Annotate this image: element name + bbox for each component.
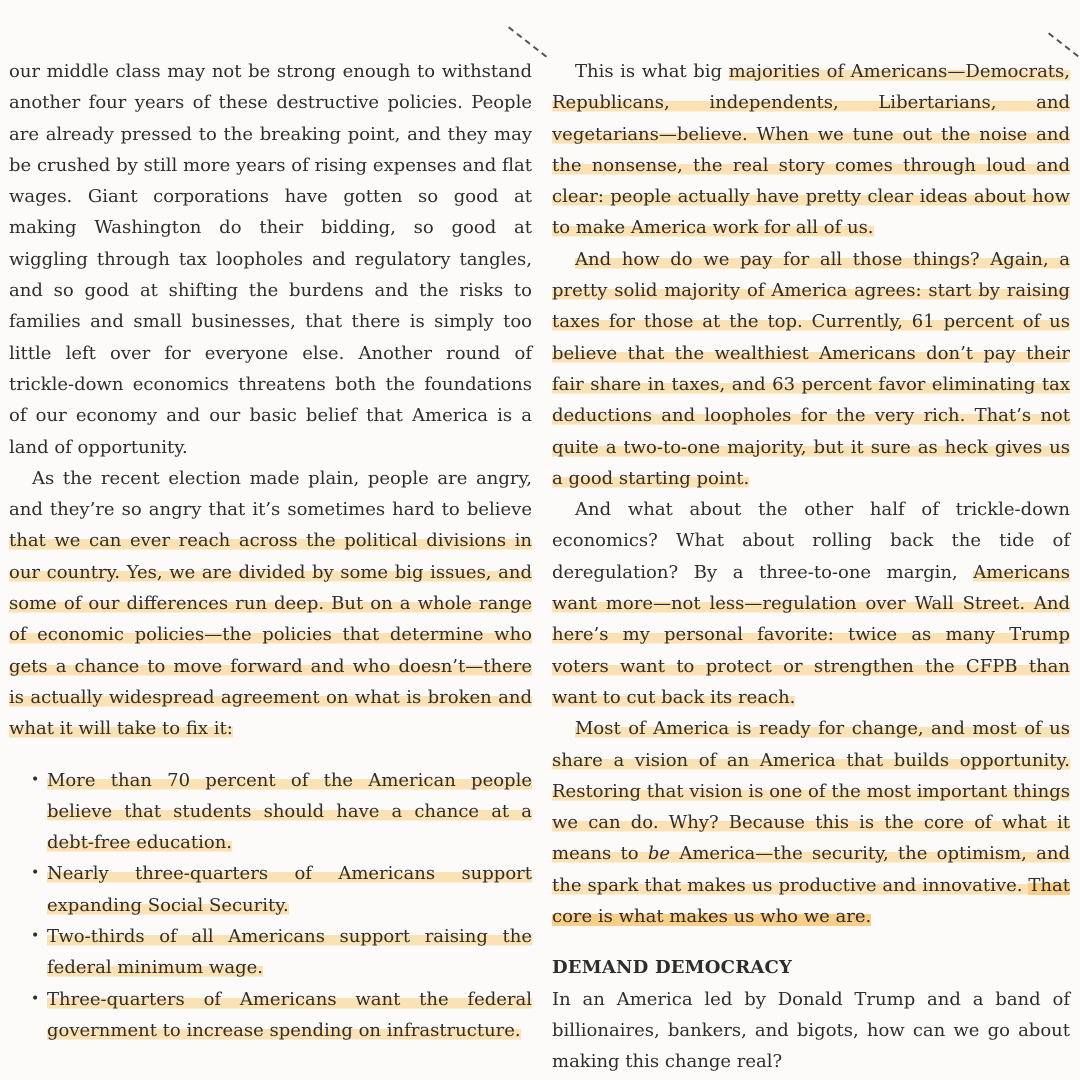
deregulation-paragraph bbox=[552, 494, 1070, 713]
bullet-text: More than 70 percent of the American people believe that students should have a chance at a debt-free education. bbox=[47, 769, 532, 854]
right-column bbox=[552, 56, 1070, 1078]
bullet-dot: • bbox=[31, 990, 40, 1007]
opening-paragraph: our middle class may not be strong enough to withstand another four years of these destructive policies. People are already pressed to the breaking point, and they may be crushed by still more years of rising expenses and flat wages. Giant corporations have gotten so good at making Washington do their bidding, so good at wiggling through tax loopholes and regulatory tangles, and so good at shifting the burdens and the risks to families and small businesses, that there is simply too little left over for everyone else. Another round of trickle-down economics threatens both the foundations of our economy and our basic belief that America is a land of opportunity. bbox=[9, 61, 532, 458]
pay-paragraph-highlight: And how do we pay for all those things? Again, a pretty solid majority of America agrees: start by raising taxes for those at the top. Currently, 61 percent of us believe that the wealthiest Americans don’t pay their fair share in taxes, and 63 percent favor eliminating tax deductions and loopholes for the very rich. That’s not quite a two-to-one majority, but it sure as heck gives us a good starting point. bbox=[552, 248, 1070, 489]
emphasis-be: be bbox=[647, 843, 671, 865]
poll-bullet-list bbox=[9, 765, 532, 1047]
election-paragraph bbox=[9, 463, 532, 745]
election-paragraph-plain: As the recent election made plain, people are angry, and they’re so angry that it’s sometimes hard to believe bbox=[9, 467, 532, 521]
majorities-paragraph-plain: This is what big bbox=[575, 61, 729, 82]
election-paragraph-highlight: that we can ever reach across the political divisions in our country. Yes, we are divided by some big issues, and some of our differences run deep. But on a whole range of economic policies—the policies that determine who gets a chance to move forward and who doesn’t—there is actually widespread agreement on what is broken and what it will take to fix it: bbox=[9, 530, 532, 740]
page-fold-mark-left bbox=[507, 26, 547, 59]
bullet-item bbox=[9, 984, 532, 1047]
majorities-paragraph bbox=[552, 56, 1070, 244]
bullet-item bbox=[9, 858, 532, 921]
left-column bbox=[9, 56, 532, 1046]
bullet-item bbox=[9, 765, 532, 859]
bullet-item bbox=[9, 921, 532, 984]
change-paragraph bbox=[552, 713, 1070, 932]
deregulation-paragraph-plain: And what about the other half of trickle-down economics? What about rolling back the tide of deregulation? By a three-to-one margin, bbox=[552, 499, 1070, 583]
pay-paragraph bbox=[552, 244, 1070, 494]
bullet-text: Three-quarters of Americans want the federal government to increase spending on infrastructure. bbox=[47, 988, 532, 1041]
bullet-dot: • bbox=[31, 865, 40, 882]
change-paragraph-highlight-2: America—the security, the optimism, and the spark that makes us productive and innovative. bbox=[552, 843, 1071, 896]
section-heading: DEMAND DEMOCRACY bbox=[552, 957, 793, 979]
closing-paragraph: In an America led by Donald Trump and a band of billionaires, bankers, and bigots, how can we go about making this change real? bbox=[552, 988, 1070, 1073]
majorities-paragraph-highlight: majorities of Americans—Democrats, Republicans, independents, Libertarians, and vegetarians—believe. When we tune out the noise and the nonsense, the real story comes through loud and clear: people actually have pretty clear ideas about how to make America work for all of us. bbox=[552, 61, 1070, 239]
bullet-dot: • bbox=[31, 771, 40, 788]
deregulation-paragraph-highlight: Americans want more—not less—regulation over Wall Street. And here’s my personal favorite: twice as many Trump voters want to protect or strengthen the CFPB than want to cut back its reach. bbox=[552, 561, 1070, 708]
bullet-dot: • bbox=[31, 928, 40, 945]
change-paragraph-highlight-1: Most of America is ready for change, and most of us share a vision of an America that builds opportunity. Restoring that vision is one of the most important things we can do. Why? Because this is the core of what it means to bbox=[552, 718, 1070, 865]
core-sentence-highlight: That core is what makes us who we are. bbox=[552, 874, 1070, 928]
bullet-text: Two-thirds of all Americans support raising the federal minimum wage. bbox=[47, 926, 532, 979]
bullet-text: Nearly three-quarters of Americans support expanding Social Security. bbox=[47, 863, 532, 916]
